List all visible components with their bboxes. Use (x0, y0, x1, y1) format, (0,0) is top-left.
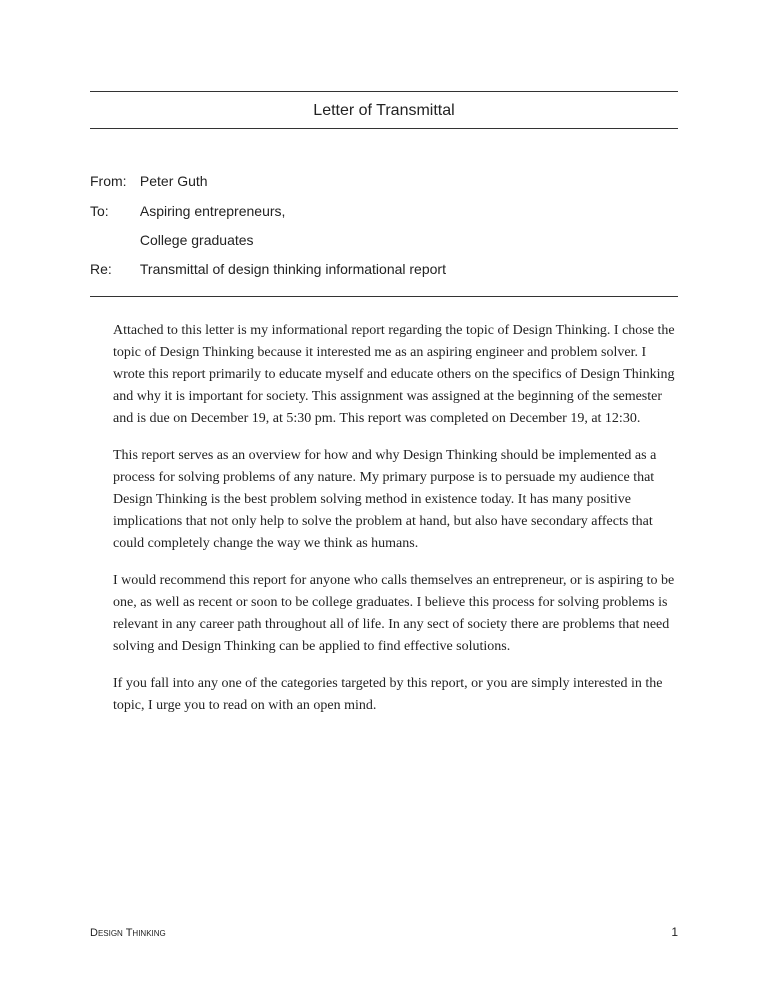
memo-to-row (90, 203, 285, 219)
body-paragraph: I would recommend this report for anyone who calls themselves an entrepreneur, or is aspiring to be one, as well as recent or soon to be college graduates. I believe this process for solving problems is relevant in any career path throughout all of life. In any sect of society there are problems that need solving and Design Thinking can be applied to find effective solutions. (113, 573, 675, 654)
from-label: From: (90, 173, 127, 189)
to-value-2: College graduates (139, 232, 254, 248)
memo-re-row (90, 261, 446, 277)
body-paragraph: If you fall into any one of the categories targeted by this report, or you are simply interested in the topic, I urge you to read on with an open mind. (113, 676, 663, 713)
memo-rule (90, 296, 678, 297)
document-title: Letter of Transmittal (313, 102, 455, 119)
re-value: Transmittal of design thinking informational report (139, 261, 446, 277)
memo-from-row (90, 173, 208, 189)
to-label: To: (90, 203, 109, 219)
memo-to-row-2 (90, 232, 254, 248)
footer-section-title: Design Thinking (90, 927, 166, 939)
letter-body (113, 320, 678, 732)
page-number: 1 (671, 925, 678, 939)
top-rule (90, 91, 678, 92)
to-value-1: Aspiring entrepreneurs, (139, 203, 286, 219)
from-value: Peter Guth (139, 173, 208, 189)
title-rule (90, 128, 678, 129)
body-paragraph: This report serves as an overview for how and why Design Thinking should be implemented as a process for solving problems of any nature. My primary purpose is to persuade my audience that Design Thinking is the best problem solving method in existence today. It has many positive implications that not only help to solve the problem at hand, but also have secondary affects that could completely change the way we think as humans. (113, 448, 657, 551)
body-paragraph: Attached to this letter is my informational report regarding the topic of Design Thinking. I chose the topic of Design Thinking because it interested me as an aspiring engineer and problem solver. I wrote this report primarily to educate myself and educate others on the specifics of Design Thinking and why it is important for society. This assignment was assigned at the beginning of the semester and is due on December 19, at 5:30 pm. This report was completed on December 19, at 12:30. (113, 323, 675, 426)
re-label: Re: (90, 261, 112, 277)
